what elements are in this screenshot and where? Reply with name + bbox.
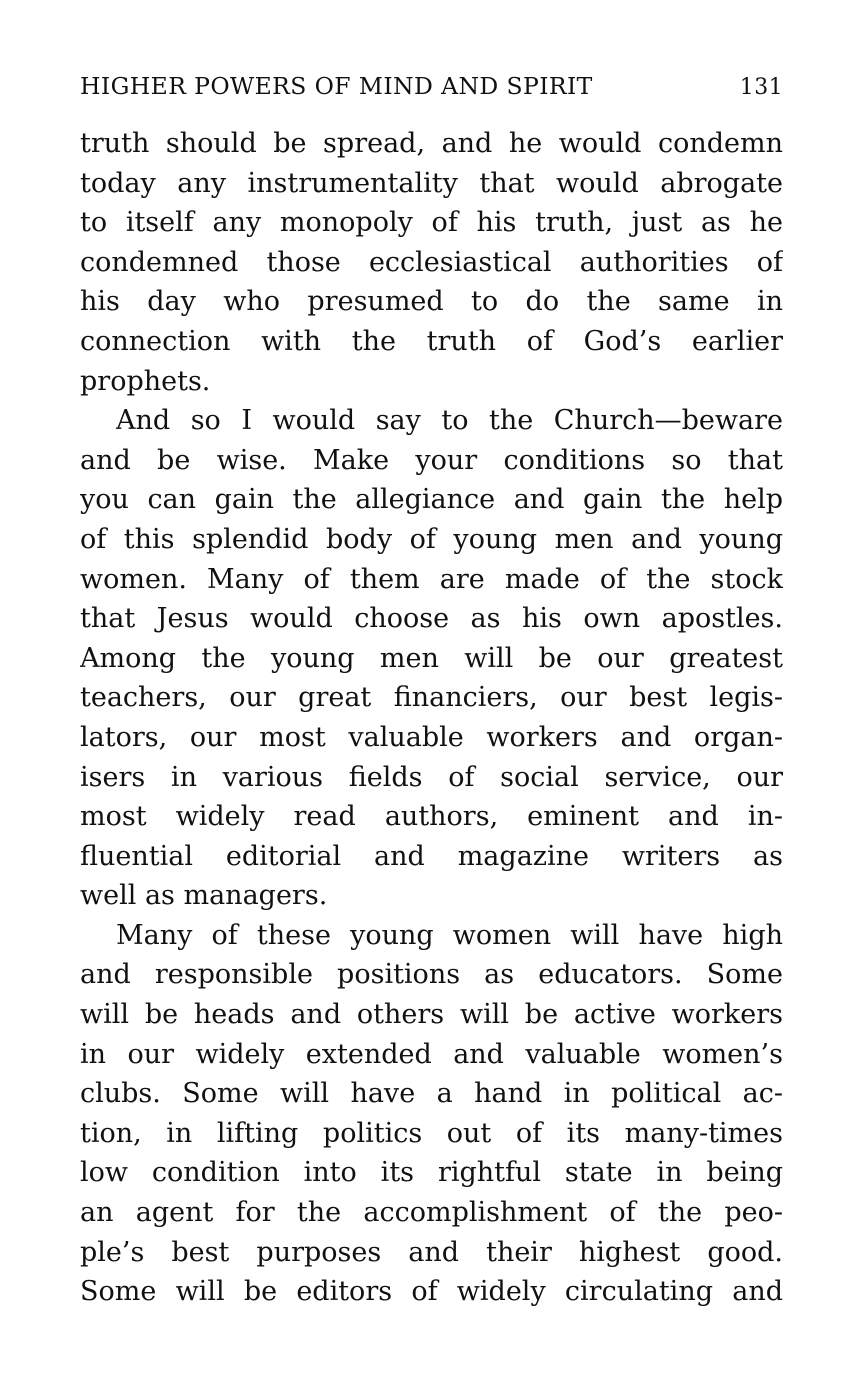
paragraph-first-line: Many of these young women will have high xyxy=(116,919,783,951)
text-line: truth should be spread, and he would condemn xyxy=(80,128,783,159)
text-line: ple’s best purposes and their highest good. xyxy=(80,1236,783,1268)
text-line: of this splendid body of young men and young xyxy=(80,523,783,555)
paragraph-first-line: And so I would say to the Church—beware xyxy=(116,405,783,437)
text-line: an agent for the accomplishment of the peo- xyxy=(80,1197,783,1229)
body-text xyxy=(80,124,783,1312)
text-line: and be wise. Make your conditions so that xyxy=(80,444,783,476)
text-line: isers in various fields of social service, our xyxy=(80,761,783,793)
text-line: well as managers. xyxy=(80,880,328,912)
text-line: to itself any monopoly of his truth, just as he xyxy=(80,207,783,239)
running-header xyxy=(80,72,783,108)
text-line: prophets. xyxy=(80,365,211,397)
text-line: lators, our most valuable workers and organ- xyxy=(80,721,783,753)
text-line: that Jesus would choose as his own apostles. xyxy=(80,603,783,635)
text-line: women. Many of them are made of the stock xyxy=(80,563,783,595)
text-line: and responsible positions as educators. Some xyxy=(80,959,783,991)
page-number: 131 xyxy=(739,75,783,100)
text-line: in our widely extended and valuable women’s xyxy=(80,1038,783,1070)
text-line: Some will be editors of widely circulating and xyxy=(80,1276,783,1308)
text-line: will be heads and others will be active workers xyxy=(80,999,783,1031)
running-title: HIGHER POWERS OF MIND AND SPIRIT xyxy=(80,72,593,100)
text-line: you can gain the allegiance and gain the help xyxy=(80,484,783,516)
text-line: fluential editorial and magazine writers as xyxy=(80,840,783,872)
text-line: condemned those ecclesiastical authorities of xyxy=(80,246,783,278)
text-line: most widely read authors, eminent and in- xyxy=(80,801,783,833)
text-line: clubs. Some will have a hand in political ac- xyxy=(80,1078,783,1110)
text-line: Among the young men will be our greatest xyxy=(80,642,783,674)
text-line: connection with the truth of God’s earlier xyxy=(80,325,783,357)
text-line: teachers, our great financiers, our best legis- xyxy=(80,682,783,714)
text-line: tion, in lifting politics out of its many-times xyxy=(80,1117,783,1149)
text-line: today any instrumentality that would abrogate xyxy=(80,167,783,199)
text-line: his day who presumed to do the same in xyxy=(80,286,783,318)
text-line: low condition into its rightful state in being xyxy=(80,1157,783,1189)
